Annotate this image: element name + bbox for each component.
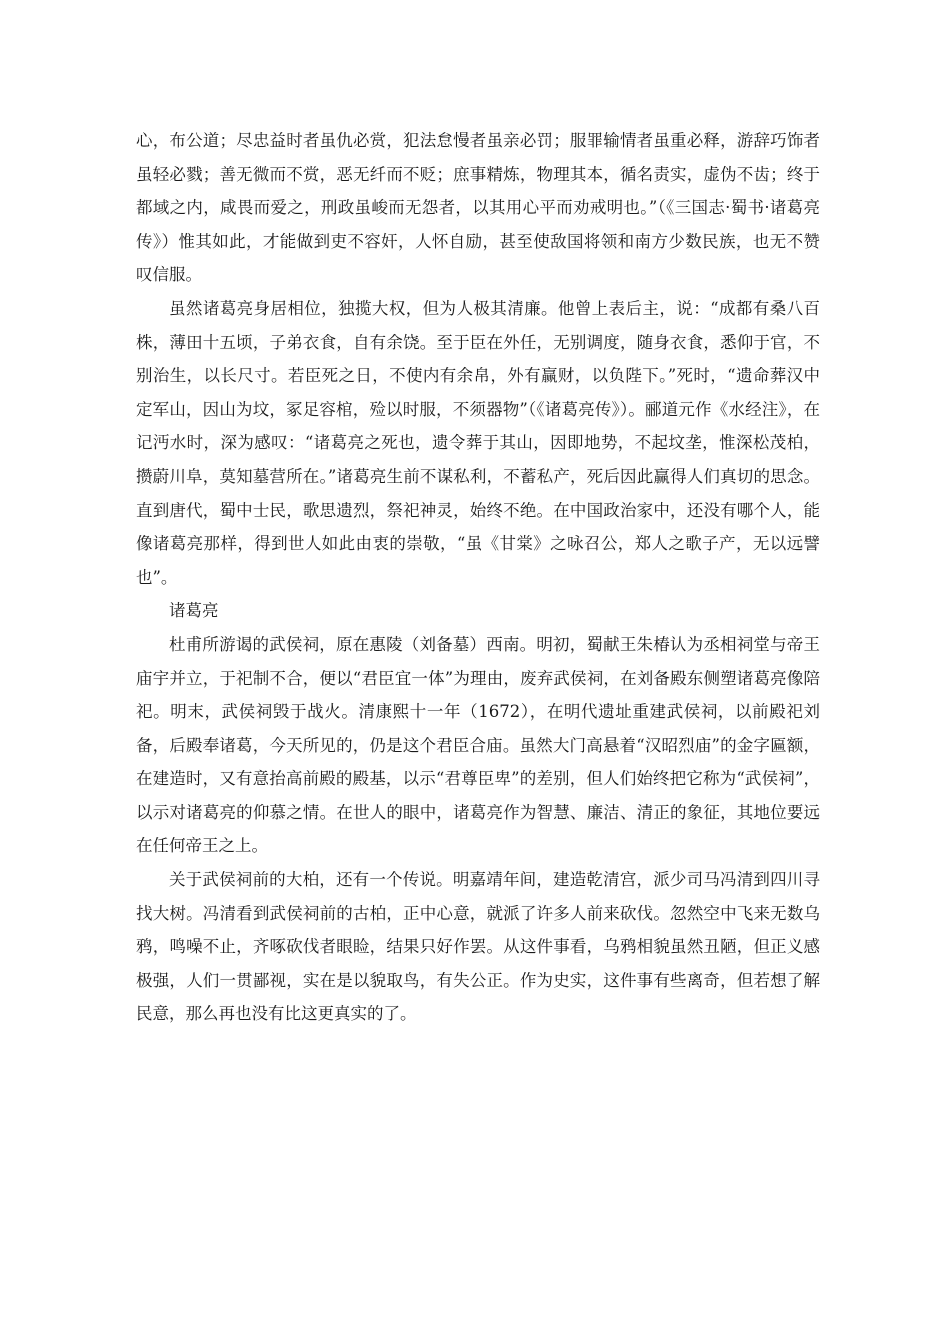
paragraph-cypress: 关于武侯祠前的大柏，还有一个传说。明嘉靖年间，建造乾清宫，派少司马冯清到四川寻找大树。冯清看到武侯祠前的古柏，正中心意，就派了许多人前来砍伐。忽然空中飞来无数乌鸦，鸣噪不止，齐啄砍伐者眼睑，结果只好作罢。从这件事看，乌鸦相貌虽然丑陋，但正义感极强，人们一贯鄙视，实在是以貌取鸟，有失公正。作为史实，这件事有些离奇，但若想了解民意，那么再也没有比这更真实的了。 — [136, 870, 820, 1024]
paragraph-continuation: 心，布公道；尽忠益时者虽仇必赏，犯法怠慢者虽亲必罚；服罪输情者虽重必释，游辞巧饰者虽轻必戮；善无微而不赏，恶无纤而不贬；庶事精炼，物理其本，循名责实，虚伪不齿；终于都域之内，咸畏而爱之，刑政虽峻而无怨者，以其用心平而劝戒明也。”（《三国志·蜀书·诸葛亮传》）惟其如此，才能做到吏不容奸，人怀自励，甚至使敌国将领和南方少数民族，也无不赞叹信服。 — [136, 131, 820, 285]
document-page — [136, 124, 820, 1031]
section-heading: 诸葛亮 — [169, 601, 219, 621]
paragraph-frugality: 虽然诸葛亮身居相位，独揽大权，但为人极其清廉。他曾上表后主，说：“成都有桑八百株，薄田十五顷，子弟衣食，自有余饶。至于臣在外任，无别调度，随身衣食，悉仰于官，不别治生，以长尺寸。若臣死之日，不使内有余帛，外有赢财，以负陛下。”死时，“遗命葬汉中定军山，因山为坟，冢足容棺，殓以时服，不须器物”（《诸葛亮传》）。郦道元作《水经注》，在记沔水时，深为感叹：“诸葛亮之死也，遗令葬于其山，因即地势，不起坟垄，惟深松茂柏，攒蔚川阜，莫知墓营所在。”诸葛亮生前不谋私利，不蓄私产，死后因此赢得人们真切的思念。直到唐代，蜀中士民，歌思遗烈，祭祀神灵，始终不绝。在中国政治家中，还没有哪个人，能像诸葛亮那样，得到世人如此由衷的崇敬，“虽《甘棠》之咏召公，郑人之歌子产，无以远譬也”。 — [136, 298, 820, 587]
paragraph-shrine: 杜甫所游谒的武侯祠，原在惠陵（刘备墓）西南。明初，蜀献王朱椿认为丞相祠堂与帝王庙宇并立，于祀制不合，便以“君臣宜一体”为理由，废弃武侯祠，在刘备殿东侧塑诸葛亮像陪祀。明末，武侯祠毁于战火。清康熙十一年（1672），在明代遗址重建武侯祠，以前殿祀刘备，后殿奉诸葛，今天所见的，仍是这个君臣合庙。虽然大门高悬着“汉昭烈庙”的金字匾额，在建造时，又有意抬高前殿的殿基，以示“君尊臣卑”的差别，但人们始终把它称为“武侯祠”，以示对诸葛亮的仰慕之情。在世人的眼中，诸葛亮作为智慧、廉洁、清正的象征，其地位要远在任何帝王之上。 — [136, 634, 820, 856]
